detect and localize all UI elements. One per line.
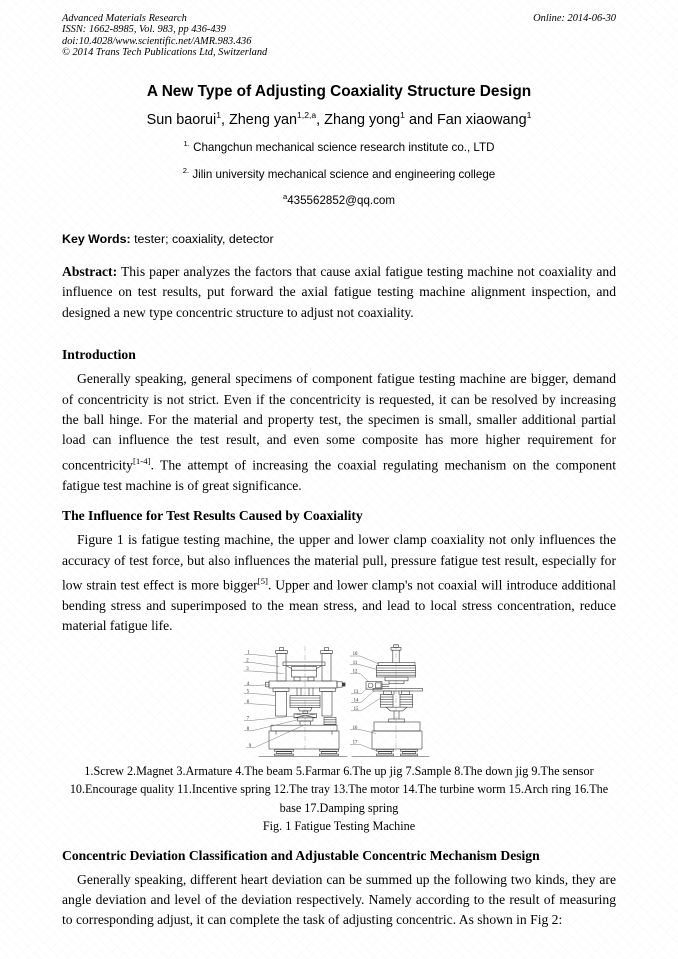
paper-title: A New Type of Adjusting Coaxiality Structure Design <box>146 82 532 100</box>
affiliation-sup: 1. <box>183 139 190 149</box>
part-number: 3 <box>246 666 249 672</box>
abstract-label: Abstract: <box>62 264 118 279</box>
author-separator: and <box>404 111 437 128</box>
journal-doi: doi:10.4028/www.scientific.net/AMR.983.436 <box>62 35 252 47</box>
citation-marker: [5] <box>257 576 268 586</box>
paragraph-text: Generally speaking, general specimens of component fatigue testing machine are bigger, demand of concentricity is not strict. Even if the concentricity is requested, it can be resolved by increasing the ball hinge. For the material and property test, the specimen is small, smaller additional partial load can influence the test result, and even some composite has more higher requirement for concentricity <box>62 371 616 473</box>
paragraph-text: . The attempt of increasing the coaxial regulating mechanism on the component fatigue test machine is of great significance. <box>62 457 616 493</box>
part-number: 7 <box>246 716 250 722</box>
affiliation-2 <box>62 166 616 181</box>
affiliation-1 <box>62 139 616 154</box>
part-number: 1 <box>247 650 250 656</box>
author-separator: , <box>221 111 230 128</box>
part-number: 4 <box>246 681 250 687</box>
paragraph-text: . Upper and lower clamp's not coaxial will introduce additional bending stress and superimposed to the mean stress, and lead to local stress concentration, reduce material fatigue life. <box>62 577 616 634</box>
part-number: 16 <box>352 725 358 731</box>
section-heading-introduction: Introduction <box>62 347 136 363</box>
journal-header <box>62 13 616 59</box>
part-number: 14 <box>353 698 359 704</box>
author-affiliation-sup: 1 <box>216 109 222 120</box>
figure-label: Fig. 1 Fatigue Testing Machine <box>262 818 416 833</box>
part-number: 13 <box>353 689 359 695</box>
online-date: Online: 2014-06-30 <box>533 13 616 24</box>
author-name: Zhang yong <box>324 111 401 128</box>
author-affiliation-sup: 1,2,a <box>297 109 317 120</box>
citation-marker: [1-4] <box>132 455 151 466</box>
affiliation-text: Changchun mechanical science research institute co., LTD <box>193 141 495 155</box>
abstract-text: This paper analyzes the factors that cause axial fatigue testing machine not coaxiality and influence on test results, put forward the axial fatigue testing machine alignment inspection, and designed a new type concentric structure to adjust not coaxiality. <box>62 264 616 320</box>
influence-paragraph <box>62 530 616 637</box>
journal-info <box>62 13 267 59</box>
keywords-label: Key Words: <box>62 232 131 246</box>
author-name: Fan xiaowang <box>436 111 527 128</box>
email-address: 435562852@qq.com <box>287 194 396 207</box>
part-number: 5 <box>246 689 250 695</box>
author-name: Sun baorui <box>146 111 217 128</box>
section-heading-influence: The Influence for Test Results Caused by Coaxiality <box>62 508 363 524</box>
keywords-text: tester; coaxiality, detector <box>134 232 274 246</box>
part-number: 9 <box>248 743 252 749</box>
fatigue-machine-drawing <box>219 639 459 759</box>
journal-name: Advanced Materials Research <box>62 13 187 24</box>
part-number: 8 <box>246 726 250 732</box>
affiliation-text: Jilin university mechanical science and engineering college <box>192 168 496 182</box>
section-heading-deviation: Concentric Deviation Classification and Adjustable Concentric Mechanism Design <box>62 847 540 863</box>
part-number: 2 <box>246 658 249 664</box>
part-number: 15 <box>353 706 359 712</box>
figure-caption: 1.Screw 2.Magnet 3.Armature 4.The beam 5.Farmar 6.The up jig 7.Sample 8.The down jig 9.The sensor 10.Encourage quality 11.Incentive spring 12.The tray 13.The motor 14.The turbine worm 15.Arch ring 16.The base 17.Damping spring <box>69 763 609 815</box>
figure-1 <box>62 639 616 834</box>
part-number: 12 <box>352 669 358 675</box>
journal-copyright: © 2014 Trans Tech Publications Ltd, Switzerland <box>62 47 268 59</box>
machine-front-view <box>259 646 347 757</box>
authors-line <box>62 110 616 128</box>
affiliation-sup: 2. <box>182 166 190 176</box>
author-affiliation-sup: 1 <box>526 109 532 120</box>
author-name: Zheng yan <box>229 111 298 128</box>
email-sup: a <box>282 192 288 202</box>
keywords-line <box>62 232 616 246</box>
introduction-paragraph <box>62 369 616 496</box>
author-email <box>62 192 616 207</box>
author-affiliation-sup: 1 <box>400 109 405 120</box>
paragraph-text: Figure 1 is fatigue testing machine, the upper and lower clamp coaxiality not only influences the accuracy of test force, but also influences the material pull, pressure fatigue test result, especially for low strain test effect is more bigger <box>62 532 616 593</box>
part-number: 17 <box>352 740 358 746</box>
deviation-paragraph: Generally speaking, different heart deviation can be summed up the following two kinds, they are angle deviation and level of the deviation respectively. Namely according to the result of measuring to corresponding adjust, it can complete the task of adjusting concentric. As shown in Fig 2: <box>62 871 616 928</box>
journal-issn: ISSN: 1662-8985, Vol. 983, pp 436-439 <box>62 24 226 36</box>
author-separator: , <box>316 111 325 128</box>
part-number: 6 <box>246 699 250 705</box>
abstract-paragraph <box>62 262 616 323</box>
part-number: 11 <box>352 660 358 666</box>
part-number: 10 <box>352 651 358 657</box>
